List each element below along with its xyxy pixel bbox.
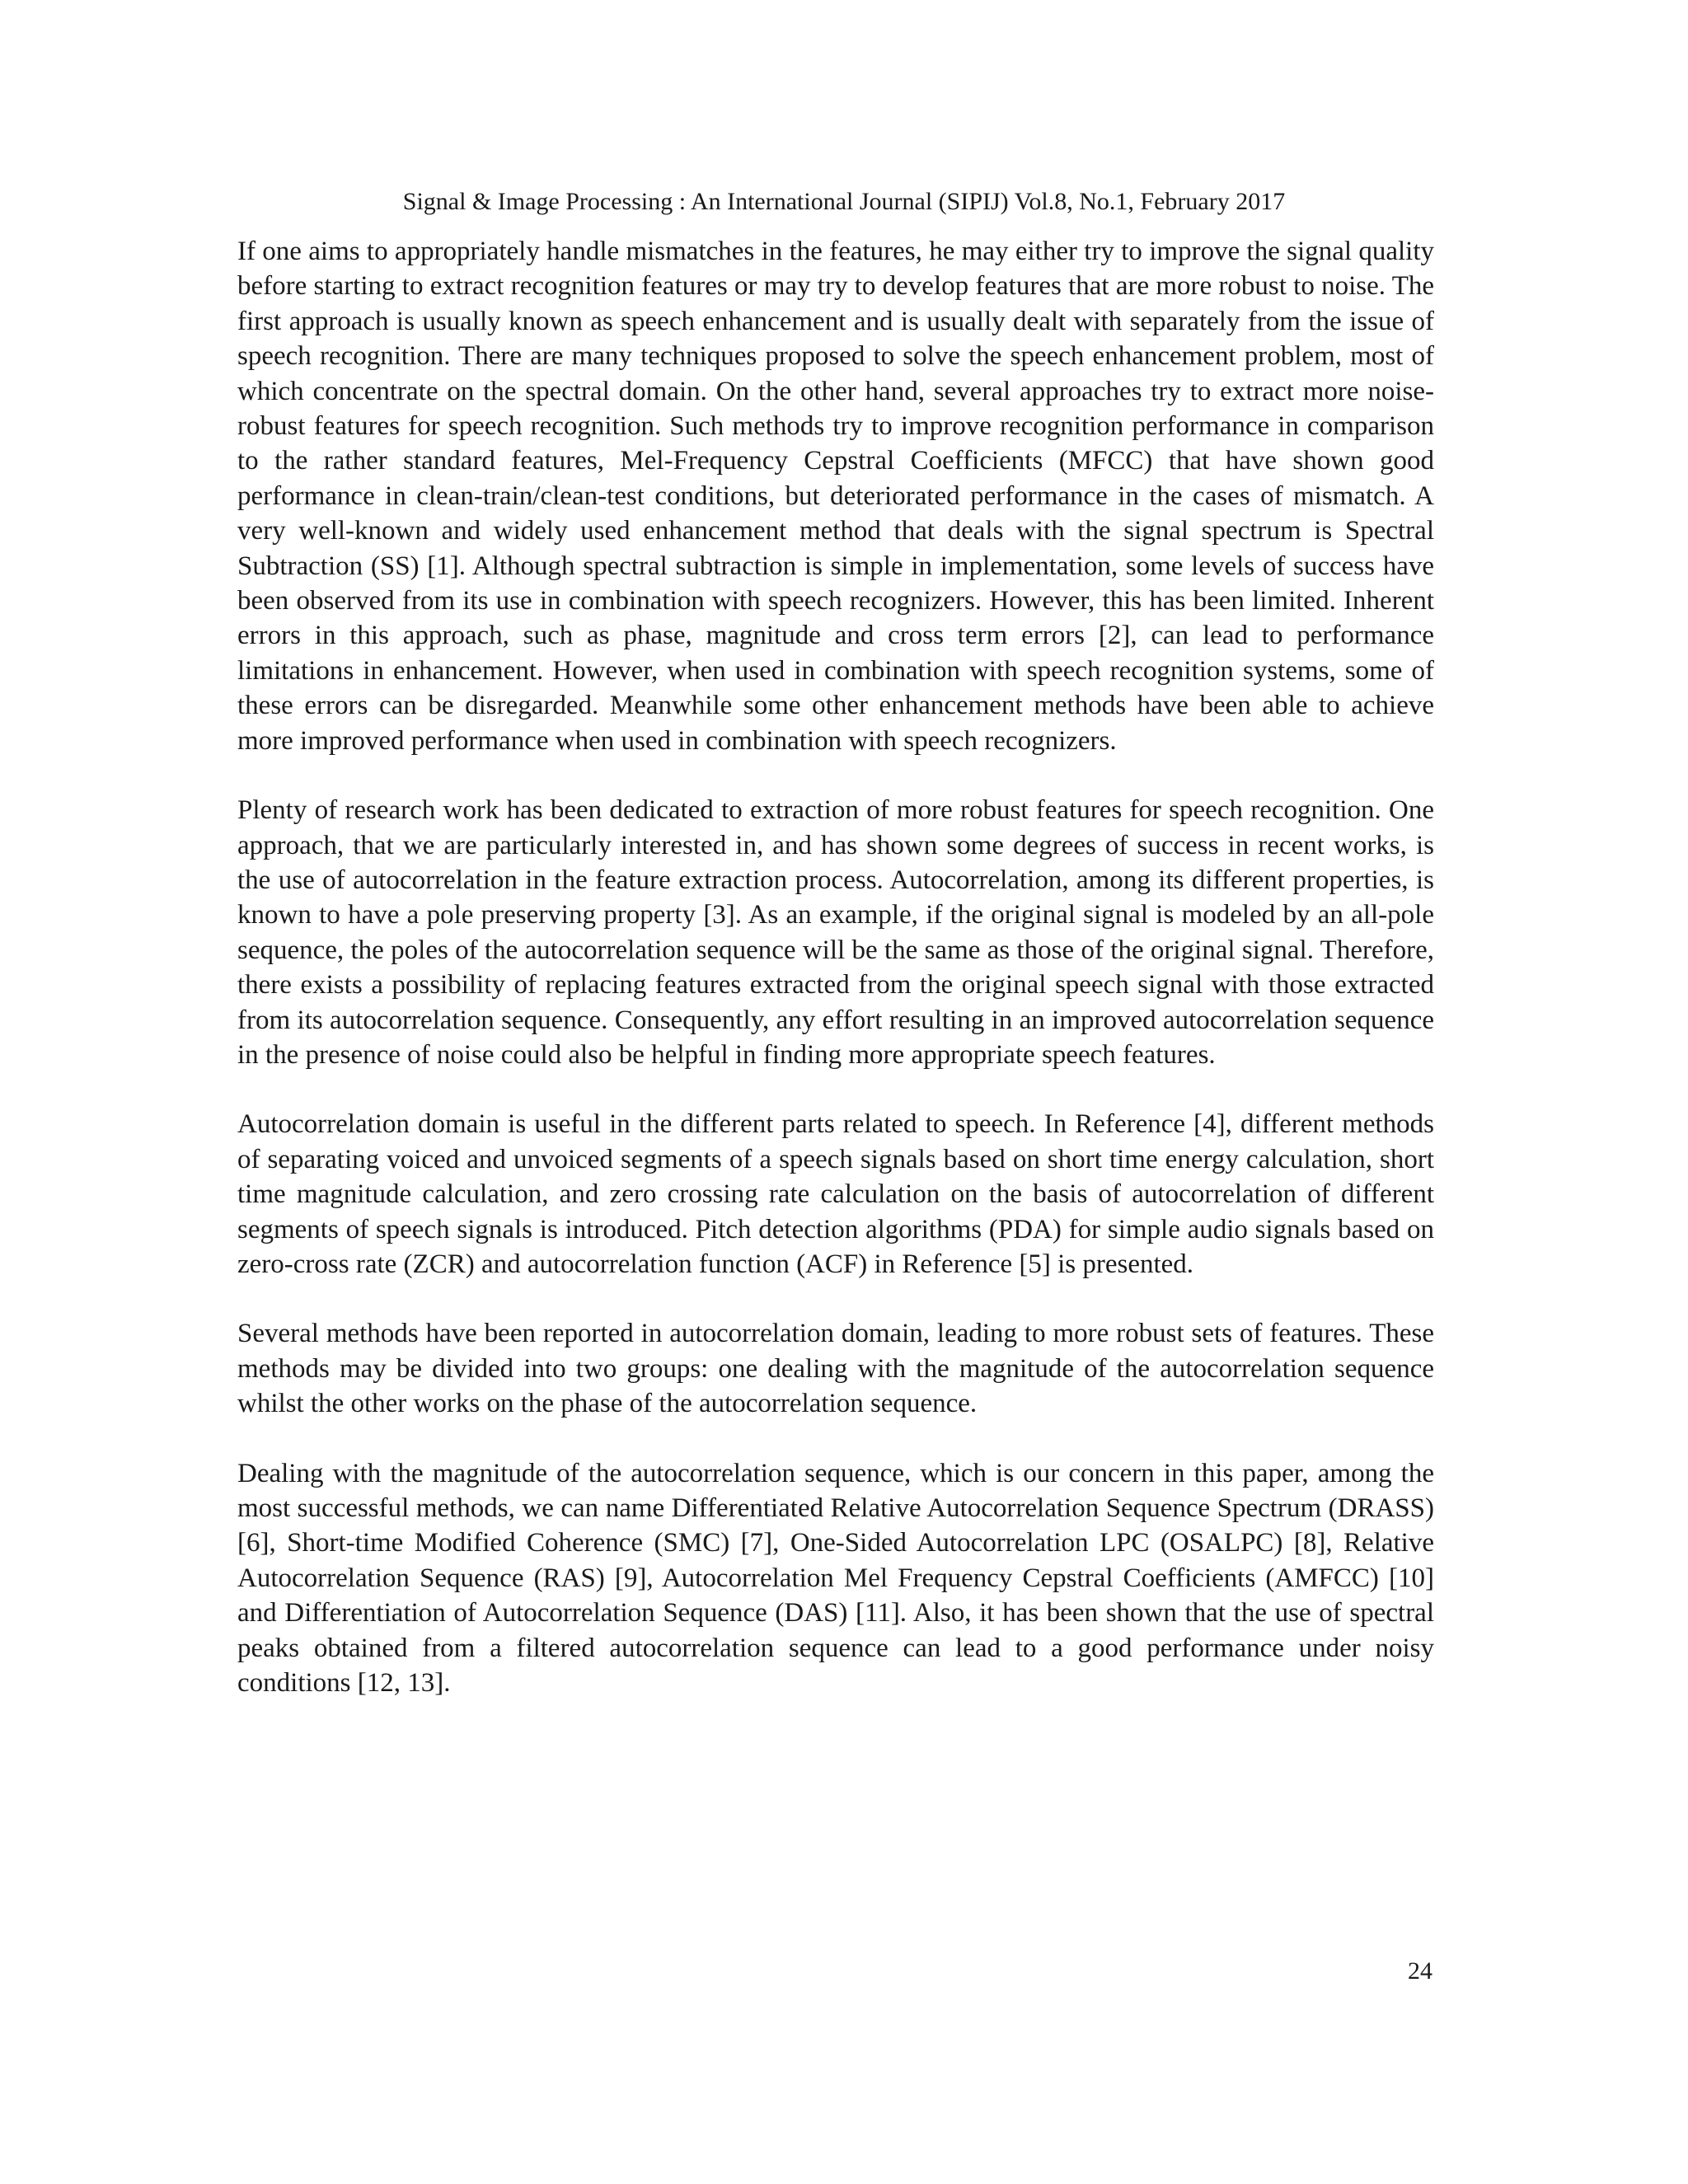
body-text (237, 234, 1434, 1735)
page-number: 24 (1408, 1957, 1432, 1985)
paragraph-1: If one aims to appropriately handle mismatches in the features, he may either try to improve the signal quality before starting to extract recognition features or may try to develop features that are more robust to noise. The first approach is usually known as speech enhancement and is usually dealt with separately from the issue of speech recognition. There are many techniques proposed to solve the speech enhancement problem, most of which concentrate on the spectral domain. On the other hand, several approaches try to extract more noise-robust features for speech recognition. Such methods try to improve recognition performance in comparison to the rather standard features, Mel-Frequency Cepstral Coefficients (MFCC) that have shown good performance in clean-train/clean-test conditions, but deteriorated performance in the cases of mismatch. A very well-known and widely used enhancement method that deals with the signal spectrum is Spectral Subtraction (SS) [1]. Although spectral subtraction is simple in implementation, some levels of success have been observed from its use in combination with speech recognizers. However, this has been limited. Inherent errors in this approach, such as phase, magnitude and cross term errors [2], can lead to performance limitations in enhancement. However, when used in combination with speech recognition systems, some of these errors can be disregarded. Meanwhile some other enhancement methods have been able to achieve more improved performance when used in combination with speech recognizers. (237, 237, 1434, 756)
paragraph-5: Dealing with the magnitude of the autocorrelation sequence, which is our concern in this paper, among the most successful methods, we can name Differentiated Relative Autocorrelation Sequence Spectrum (DRASS) [6], Short-time Modified Coherence (SMC) [7], One-Sided Autocorrelation LPC (OSALPC) [8], Relative Autocorrelation Sequence (RAS) [9], Autocorrelation Mel Frequency Cepstral Coefficients (AMFCC) [10] and Differentiation of Autocorrelation Sequence (DAS) [11]. Also, it has been shown that the use of spectral peaks obtained from a filtered autocorrelation sequence can lead to a good performance under noisy conditions [12, 13]. (237, 1458, 1434, 1699)
running-header: Signal & Image Processing : An International Journal (SIPIJ) Vol.8, No.1, February 2017 (402, 188, 1286, 215)
paragraph-4: Several methods have been reported in autocorrelation domain, leading to more robust sets of features. These methods may be divided into two groups: one dealing with the magnitude of the autocorrelation sequence whilst the other works on the phase of the autocorrelation sequence. (237, 1319, 1434, 1419)
paragraph-3: Autocorrelation domain is useful in the different parts related to speech. In Reference [4], different methods of separating voiced and unvoiced segments of a speech signals based on short time energy calculation, short time magnitude calculation, and zero crossing rate calculation on the basis of autocorrelation of different segments of speech signals is introduced. Pitch detection algorithms (PDA) for simple audio signals based on zero-cross rate (ZCR) and autocorrelation function (ACF) in Reference [5] is presented. (237, 1109, 1434, 1279)
paragraph-2: Plenty of research work has been dedicated to extraction of more robust features for speech recognition. One approach, that we are particularly interested in, and has shown some degrees of success in recent works, is the use of autocorrelation in the feature extraction process. Autocorrelation, among its different properties, is known to have a pole preserving property [3]. As an example, if the original signal is modeled by an all-pole sequence, the poles of the autocorrelation sequence will be the same as those of the original signal. Therefore, there exists a possibility of replacing features extracted from the original speech signal with those extracted from its autocorrelation sequence. Consequently, any effort resulting in an improved autocorrelation sequence in the presence of noise could also be helpful in finding more appropriate speech features. (237, 795, 1434, 1070)
